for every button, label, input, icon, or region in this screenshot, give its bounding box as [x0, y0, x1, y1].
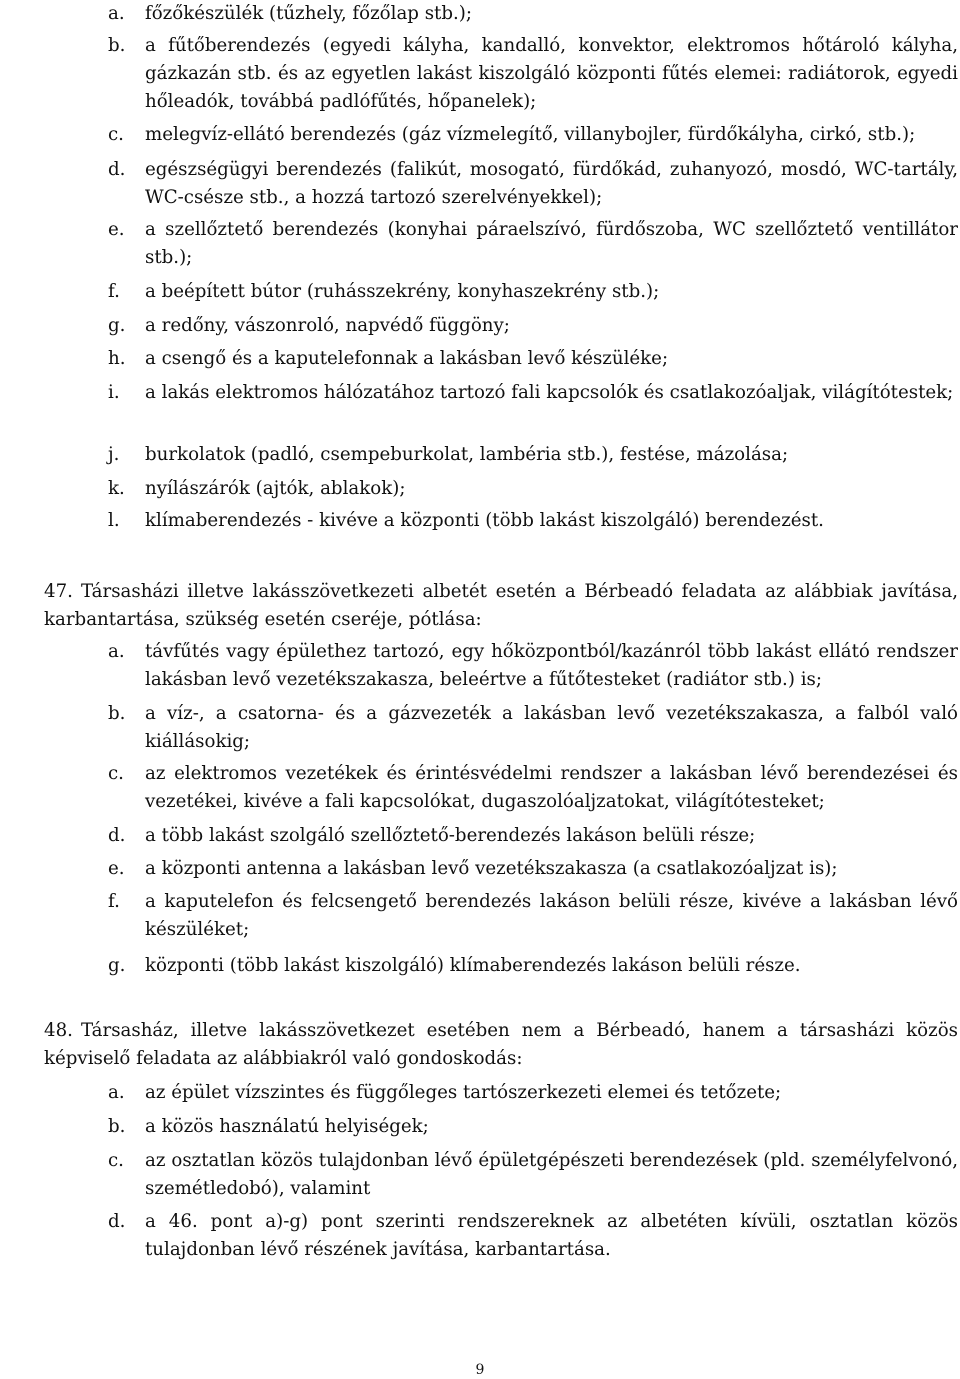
list-item-label: a.	[108, 1082, 125, 1103]
list-item-text: az osztatlan közös tulajdonban lévő épületgépészeti berendezések (pld. személyfelvonó, szemétledobó), valamint	[145, 1150, 958, 1199]
list-item-label: d.	[108, 1211, 126, 1232]
list-item-label: b.	[108, 35, 126, 56]
list-item	[108, 475, 958, 503]
list-item-text: a víz-, a csatorna- és a gázvezeték a lakásban levő vezetékszakasza, a falból való kiállásokig;	[145, 703, 958, 752]
section-47-intro	[44, 578, 958, 634]
list-item	[108, 700, 958, 756]
list-item-label: b.	[108, 703, 126, 724]
list-item-text: melegvíz-ellátó berendezés (gáz vízmelegítő, villanybojler, fürdőkályha, cirkó, stb.);	[145, 124, 916, 145]
list-item-text: az épület vízszintes és függőleges tartószerkezeti elemei és tetőzete;	[145, 1082, 782, 1103]
section-text: Társasházi illetve lakásszövetkezeti albetét esetén a Bérbeadó feladata az alábbiak javítása, karbantartása, szükség esetén cseréje, pótlása:	[44, 581, 958, 630]
list-item	[108, 507, 958, 535]
list-item	[108, 379, 958, 407]
list-item-text: központi (több lakást kiszolgáló) klímaberendezés lakáson belüli része.	[145, 955, 801, 976]
list-item-label: i.	[108, 382, 120, 403]
list-item	[108, 1147, 958, 1203]
list-item	[108, 121, 958, 149]
list-item-label: a.	[108, 641, 125, 662]
list-item-label: c.	[108, 1150, 124, 1171]
list-item	[108, 278, 958, 306]
list-item-label: c.	[108, 763, 124, 784]
list-item	[108, 345, 958, 373]
list-item	[108, 32, 958, 116]
list-item	[108, 441, 958, 469]
list-item-text: főzőkészülék (tűzhely, főzőlap stb.);	[145, 3, 473, 24]
list-item-label: l.	[108, 510, 120, 531]
list-item-text: a fűtőberendezés (egyedi kályha, kandalló, konvektor, elektromos hőtároló kályha, gázkazán stb. és az egyetlen lakást kiszolgáló központi fűtés elemei: radiátorok, egyedi hőleadók, továbbá padlófűtés, hőpanelek);	[145, 35, 958, 112]
list-item-text: az elektromos vezetékek és érintésvédelmi rendszer a lakásban lévő berendezései és vezetékei, kivéve a fali kapcsolókat, dugaszolóaljzatokat, világítótesteket;	[145, 763, 958, 812]
list-item	[108, 0, 958, 28]
section-number: 47.	[44, 581, 73, 602]
list-item-label: j.	[108, 444, 120, 465]
list-item-label: c.	[108, 124, 124, 145]
page-number: 9	[475, 1362, 485, 1378]
list-item	[108, 1208, 958, 1264]
list-item	[108, 1079, 958, 1107]
list-item-label: e.	[108, 219, 125, 240]
list-item-label: g.	[108, 315, 126, 336]
list-item-label: b.	[108, 1116, 126, 1137]
list-item	[108, 855, 958, 883]
list-item	[108, 638, 958, 694]
section-number: 48.	[44, 1020, 73, 1041]
list-item-text: a csengő és a kaputelefonnak a lakásban levő készüléke;	[145, 348, 669, 369]
list-item-text: a több lakást szolgáló szellőztető-berendezés lakáson belüli része;	[145, 825, 756, 846]
list-item-text: a központi antenna a lakásban levő vezetékszakasza (a csatlakozóaljzat is);	[145, 858, 838, 879]
list-item-label: d.	[108, 159, 126, 180]
list-item-label: g.	[108, 955, 126, 976]
list-item	[108, 216, 958, 272]
list-item-text: nyílászárók (ajtók, ablakok);	[145, 478, 406, 499]
list-item	[108, 888, 958, 944]
list-item-text: távfűtés vagy épülethez tartozó, egy hőközpontból/kazánról több lakást ellátó rendszer lakásban levő vezetékszakasza, beleértve a fűtőtesteket (radiátor stb.) is;	[145, 641, 958, 690]
list-item	[108, 312, 958, 340]
list-item-text: a szellőztető berendezés (konyhai páraelszívó, fürdőszoba, WC szellőztető ventillátor stb.);	[145, 219, 958, 268]
list-item-text: a beépített bútor (ruhásszekrény, konyhaszekrény stb.);	[145, 281, 660, 302]
list-item-label: f.	[108, 891, 120, 912]
list-item-text: burkolatok (padló, csempeburkolat, lambéria stb.), festése, mázolása;	[145, 444, 789, 465]
list-item-text: a kaputelefon és felcsengető berendezés lakáson belüli része, kivéve a lakásban lévő készüléket;	[145, 891, 958, 940]
list-item-text: a 46. pont a)-g) pont szerinti rendszereknek az albetéten kívüli, osztatlan közös tulajdonban lévő részének javítása, karbantartása.	[145, 1211, 958, 1260]
list-item	[108, 760, 958, 816]
list-item-label: d.	[108, 825, 126, 846]
list-item	[108, 952, 958, 980]
list-item-label: f.	[108, 281, 120, 302]
list-item-text: a redőny, vászonroló, napvédő függöny;	[145, 315, 510, 336]
list-item	[108, 1113, 958, 1141]
section-text: Társasház, illetve lakásszövetkezet esetében nem a Bérbeadó, hanem a társasházi közös képviselő feladata az alábbiakról való gondoskodás:	[44, 1020, 958, 1069]
list-item-text: klímaberendezés - kivéve a központi (több lakást kiszolgáló) berendezést.	[145, 510, 824, 531]
list-item-label: e.	[108, 858, 125, 879]
list-item-text: a közös használatú helyiségek;	[145, 1116, 429, 1137]
list-item-label: a.	[108, 3, 125, 24]
list-item-text: a lakás elektromos hálózatához tartozó fali kapcsolók és csatlakozóaljak, világítótestek;	[145, 382, 954, 403]
section-48-intro	[44, 1017, 958, 1073]
list-item-label: k.	[108, 478, 125, 499]
list-item-text: egészségügyi berendezés (falikút, mosogató, fürdőkád, zuhanyozó, mosdó, WC-tartály, WC-csésze stb., a hozzá tartozó szerelvényekkel);	[145, 159, 958, 208]
list-item	[108, 822, 958, 850]
list-item-label: h.	[108, 348, 126, 369]
list-item	[108, 156, 958, 212]
